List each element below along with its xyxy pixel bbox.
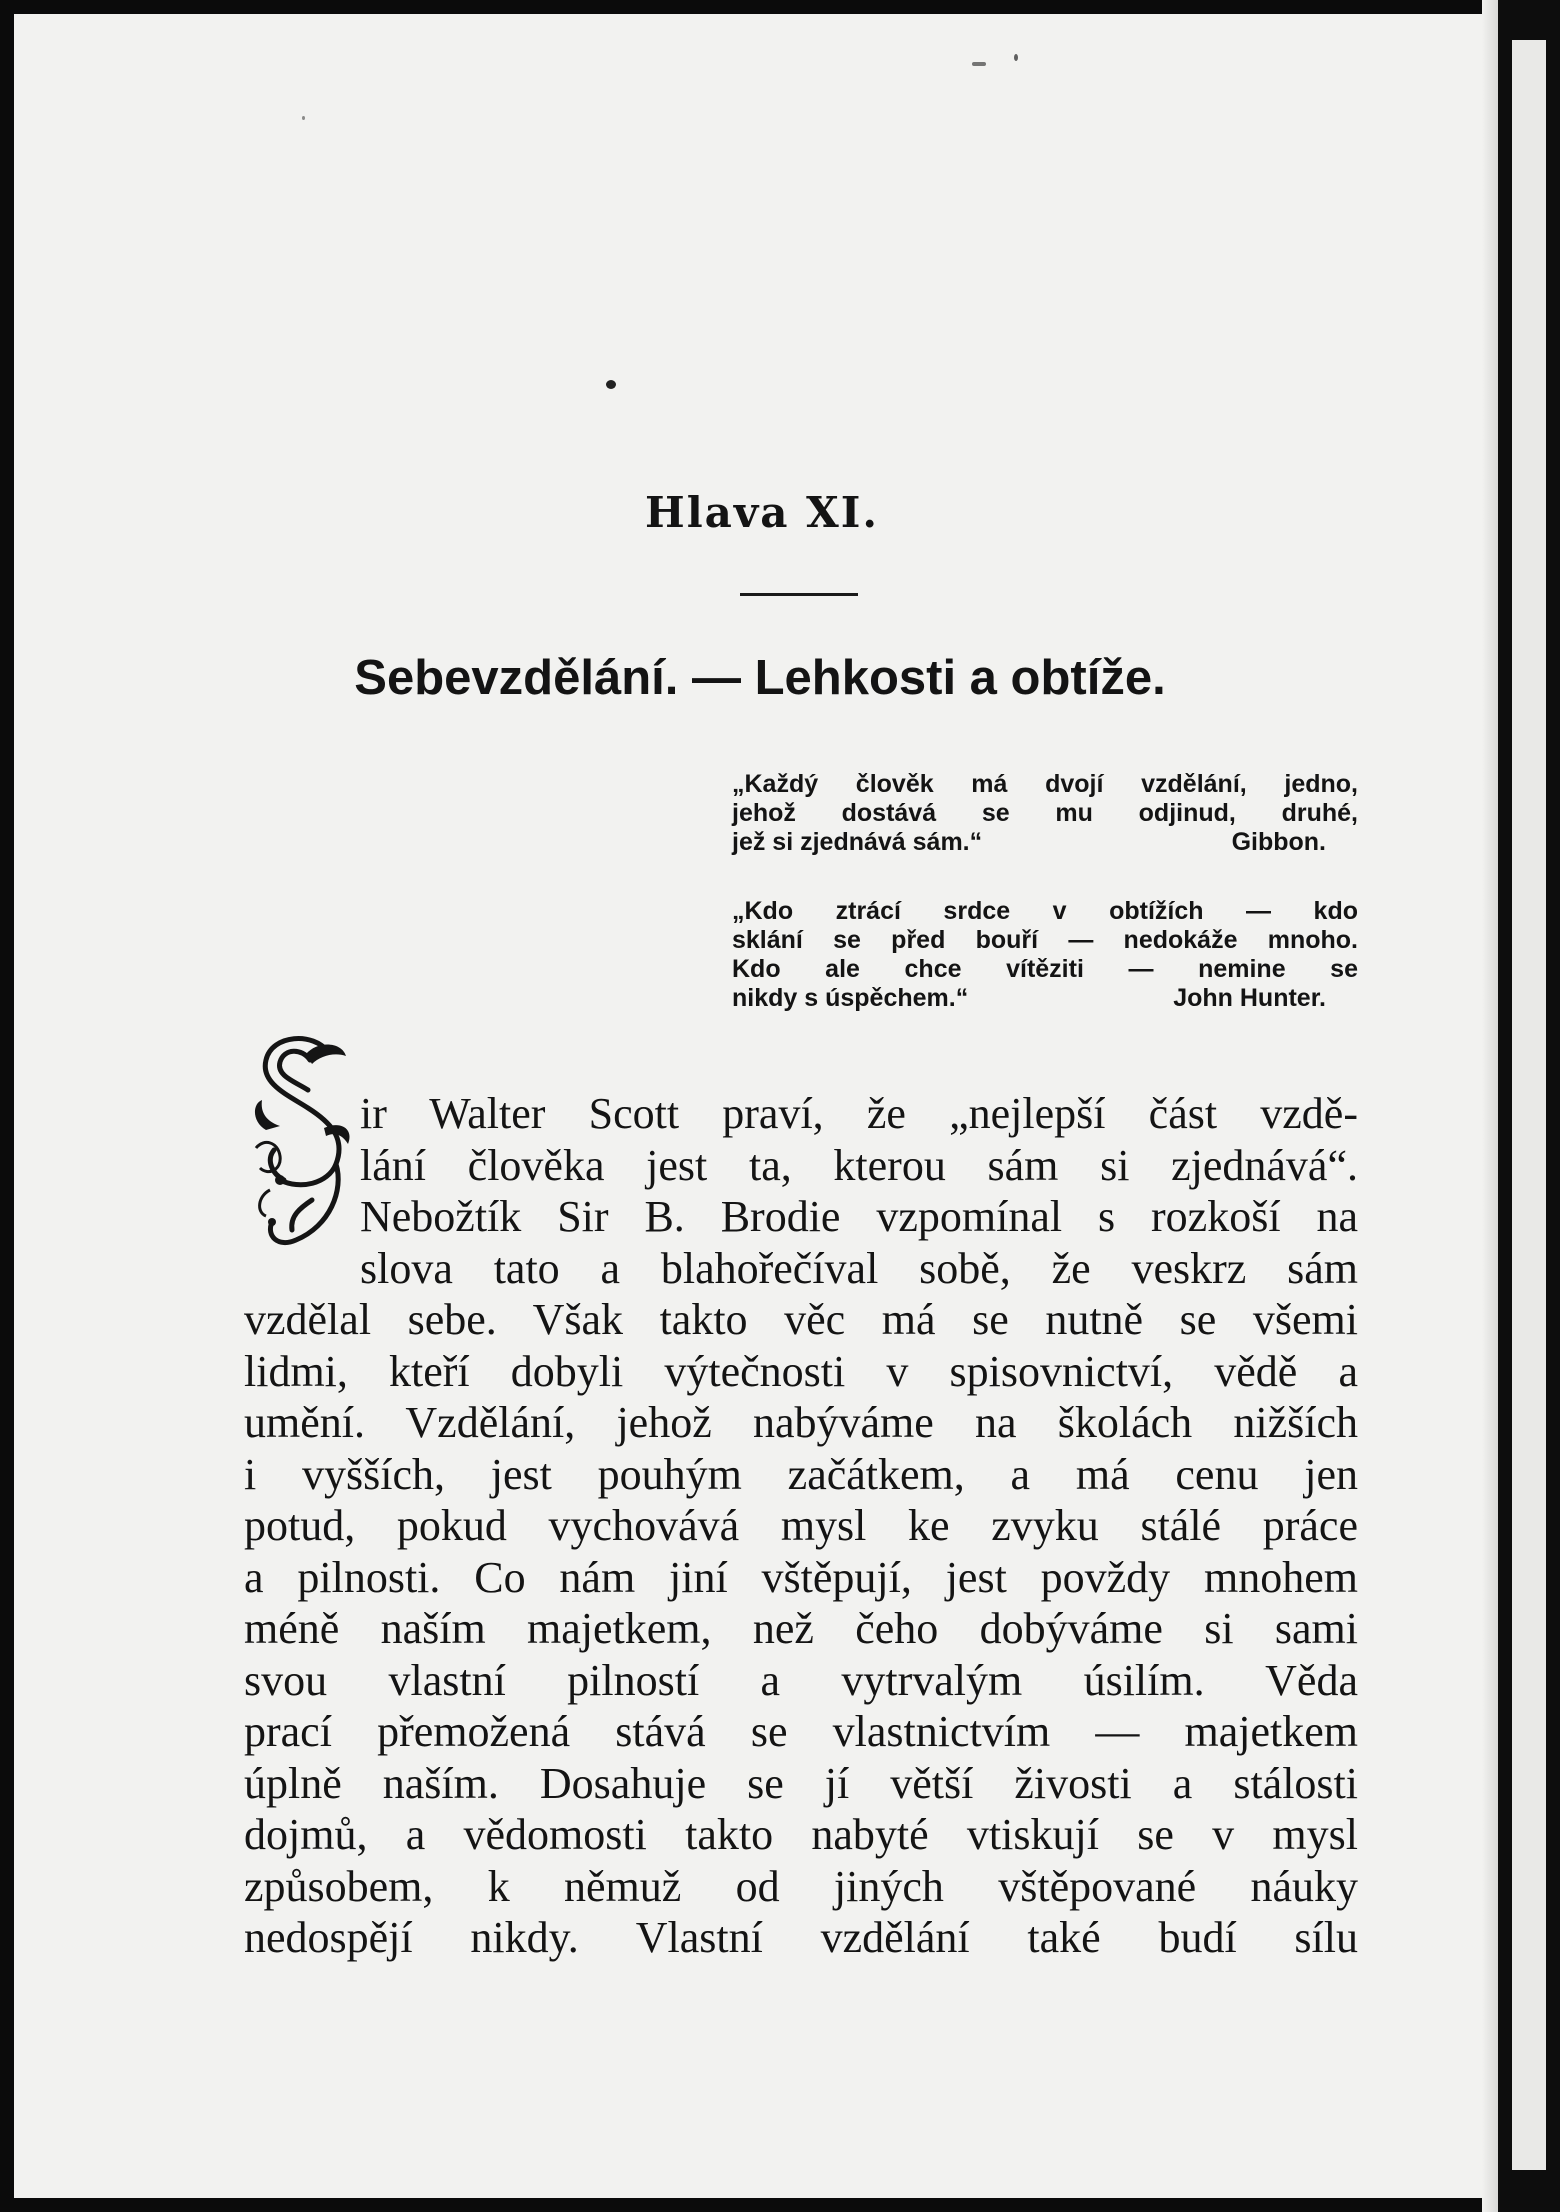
ink-speck <box>1014 54 1018 61</box>
epigraph-line: nikdy s úspěchem.“ <box>732 984 969 1012</box>
ink-speck <box>606 380 616 389</box>
chapter-heading: Hlava XI. <box>645 488 879 537</box>
body-text <box>244 1088 1358 1964</box>
heading-rule <box>740 593 858 596</box>
epigraph-line: sklání se před bouří — nedokáže mnoho. <box>732 926 1358 954</box>
body-line: a pilnosti. Co nám jiní vštěpují, jest povždy mnohem <box>244 1552 1358 1602</box>
chapter-title: Sebevzdělání. — Lehkosti a obtíže. <box>354 651 1166 705</box>
page-edge-shadow <box>1482 0 1498 2212</box>
epigraph-last-line <box>732 984 1358 1013</box>
epigraph-author: John Hunter. <box>1173 984 1326 1012</box>
body-line: úplně naším. Dosahuje se jí větší živosti a stálosti <box>244 1758 1358 1808</box>
body-line: i vyšších, jest pouhým začátkem, a má cenu jen <box>244 1449 1358 1499</box>
body-line: potud, pokud vychovává mysl ke zvyku stálé práce <box>244 1501 1358 1550</box>
body-line: lání člověka jest ta, kterou sám si zjednává“. <box>360 1140 1358 1190</box>
body-line: nedospějí nikdy. Vlastní vzdělání také budí sílu <box>244 1913 1358 1962</box>
body-line: méně naším majetkem, než čeho dobýváme si sami <box>244 1604 1358 1653</box>
body-line: způsobem, k němuž od jiných vštěpované náuky <box>244 1861 1358 1911</box>
epigraph-author: Gibbon. <box>1231 828 1326 856</box>
ink-speck <box>972 62 986 66</box>
body-line: Nebožtík Sir B. Brodie vzpomínal s rozkoší na <box>360 1192 1358 1241</box>
body-line: vzdělal sebe. Však takto věc má se nutně se všemi <box>244 1295 1358 1344</box>
epigraph-line: jež si zjednává sám.“ <box>732 828 983 856</box>
body-line: umění. Vzdělání, jehož nabýváme na školách nižších <box>244 1398 1358 1447</box>
body-line: slova tato a blahořečíval sobě, že veskrz sám <box>360 1243 1358 1293</box>
epigraph-line: jehož dostává se mu odjinud, druhé, <box>732 799 1358 827</box>
epigraph-last-line <box>732 828 1358 857</box>
epigraph-line: Kdo ale chce vítěziti — nemine se <box>732 955 1358 983</box>
adjacent-page-strip <box>1512 40 1546 2170</box>
epigraph-hunter <box>732 897 1358 1013</box>
body-line: ir Walter Scott praví, že „nejlepší část vzdě- <box>360 1089 1358 1138</box>
epigraph-line: „Každý člověk má dvojí vzdělání, jedno, <box>732 770 1358 798</box>
epigraph-gibbon <box>732 770 1358 857</box>
body-line: dojmů, a vědomosti takto nabyté vtiskují se v mysl <box>244 1810 1358 1859</box>
body-line: prací přemožená stává se vlastnictvím — majetkem <box>244 1707 1358 1756</box>
epigraph-line: „Kdo ztrácí srdce v obtížích — kdo <box>732 897 1358 925</box>
body-line: lidmi, kteří dobyli výtečnosti v spisovnictví, vědě a <box>244 1346 1358 1396</box>
body-line: svou vlastní pilností a vytrvalým úsilím. Věda <box>244 1655 1358 1705</box>
ink-speck <box>302 116 305 120</box>
